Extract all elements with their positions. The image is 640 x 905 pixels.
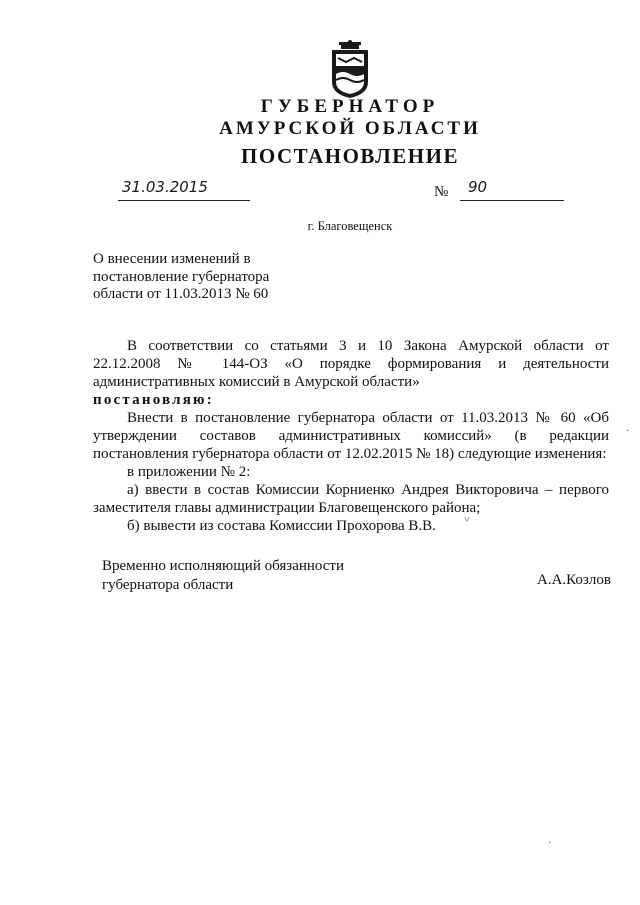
subject-line: О внесении изменений в xyxy=(93,251,251,267)
signatory-title xyxy=(102,557,344,594)
clause-line: утверждении составов административных комиссий» (в редакции xyxy=(93,428,609,444)
scan-mark: · xyxy=(548,838,552,849)
document-number: 90 xyxy=(468,178,488,196)
item-b-line: б) вывести из состава Комиссии Прохорова В.В. xyxy=(127,518,436,534)
date-underline xyxy=(118,200,250,201)
document-body xyxy=(93,337,609,535)
document-subject xyxy=(93,251,269,304)
resolve-word: постановляю: xyxy=(93,392,214,408)
document-type-title: ПОСТАНОВЛЕНИЕ xyxy=(241,144,459,168)
preamble-line: В соответствии со статьями 3 и 10 Закона Амурской области от xyxy=(127,338,609,354)
number-label: № xyxy=(434,184,449,200)
subject-line: постановление губернатора xyxy=(93,268,270,285)
scan-mark: · xyxy=(626,426,630,437)
preamble-line: административных комиссий в Амурской области» xyxy=(93,374,420,390)
scan-mark: ˅ xyxy=(464,515,470,526)
issue-city: г. Благовещенск xyxy=(307,219,393,233)
document-date: 31.03.2015 xyxy=(122,178,208,196)
signatory-title-line: Временно исполняющий обязанности xyxy=(102,558,345,574)
item-a-line: а) ввести в состав Комиссии Корниенко Андрея Викторовича – первого xyxy=(127,482,609,498)
clause-line: постановления губернатора области от 12.02.2015 № 18) следующие изменения: xyxy=(93,446,607,462)
issuer-region: АМУРСКОЙ ОБЛАСТИ xyxy=(219,118,481,139)
item-a-line: заместителя главы администрации Благовещенского района; xyxy=(93,500,481,516)
signatory-name: А.А.Козлов xyxy=(537,572,611,588)
preamble-line: 22.12.2008 № 144-ОЗ «О порядке формирования и деятельности xyxy=(93,356,609,372)
issuer-title: ГУБЕРНАТОР xyxy=(260,96,440,117)
coat-of-arms-icon xyxy=(324,40,376,100)
subject-line: области от 11.03.2013 № 60 xyxy=(93,286,269,302)
clause-line: Внести в постановление губернатора области от 11.03.2013 № 60 «Об xyxy=(127,410,609,426)
number-underline xyxy=(460,200,564,201)
signatory-title-line: губернатора области xyxy=(102,576,234,593)
appendix-line: в приложении № 2: xyxy=(127,464,251,480)
